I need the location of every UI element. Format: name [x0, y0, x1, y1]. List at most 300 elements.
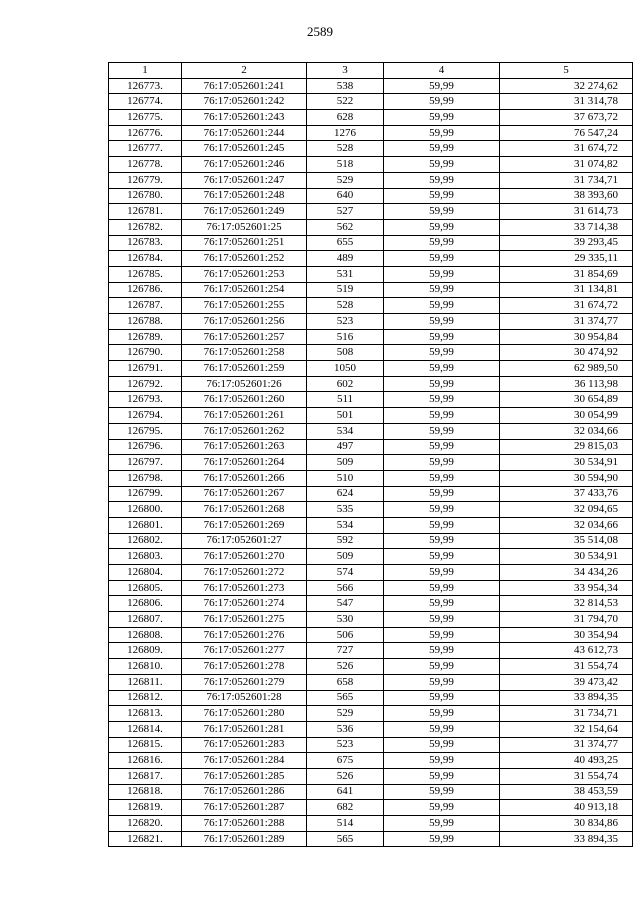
row-index-cell: 126779. — [109, 172, 182, 188]
cadastral-number-cell: 76:17:052601:264 — [182, 455, 307, 471]
row-index-cell: 126786. — [109, 282, 182, 298]
area-cell: 529 — [307, 706, 384, 722]
area-cell: 655 — [307, 235, 384, 251]
table-row — [109, 643, 633, 659]
row-index-cell: 126785. — [109, 266, 182, 282]
cadastral-number-cell: 76:17:052601:241 — [182, 78, 307, 94]
cadastral-number-cell: 76:17:052601:281 — [182, 721, 307, 737]
row-index-cell: 126816. — [109, 753, 182, 769]
row-index-cell: 126792. — [109, 376, 182, 392]
table-row — [109, 423, 633, 439]
rate-cell: 59,99 — [384, 141, 500, 157]
cadastral-number-cell: 76:17:052601:289 — [182, 831, 307, 847]
value-cell: 37 673,72 — [500, 110, 633, 126]
rate-cell: 59,99 — [384, 486, 500, 502]
area-cell: 534 — [307, 423, 384, 439]
area-cell: 529 — [307, 172, 384, 188]
rate-cell: 59,99 — [384, 251, 500, 267]
value-cell: 31 794,70 — [500, 612, 633, 628]
value-cell: 30 354,94 — [500, 627, 633, 643]
cadastral-number-cell: 76:17:052601:253 — [182, 266, 307, 282]
cadastral-number-cell: 76:17:052601:261 — [182, 408, 307, 424]
value-cell: 30 834,86 — [500, 816, 633, 832]
area-cell: 511 — [307, 392, 384, 408]
cadastral-number-cell: 76:17:052601:26 — [182, 376, 307, 392]
area-cell: 624 — [307, 486, 384, 502]
value-cell: 33 714,38 — [500, 219, 633, 235]
row-index-cell: 126788. — [109, 314, 182, 330]
area-cell: 501 — [307, 408, 384, 424]
value-cell: 30 054,99 — [500, 408, 633, 424]
column-number-1: 1 — [109, 63, 182, 79]
value-cell: 30 654,89 — [500, 392, 633, 408]
cadastral-number-cell: 76:17:052601:286 — [182, 784, 307, 800]
rate-cell: 59,99 — [384, 345, 500, 361]
value-cell: 31 554,74 — [500, 768, 633, 784]
cadastral-number-cell: 76:17:052601:244 — [182, 125, 307, 141]
area-cell: 565 — [307, 690, 384, 706]
rate-cell: 59,99 — [384, 627, 500, 643]
table-row — [109, 298, 633, 314]
cadastral-number-cell: 76:17:052601:247 — [182, 172, 307, 188]
table-row — [109, 125, 633, 141]
value-cell: 30 534,91 — [500, 549, 633, 565]
row-index-cell: 126819. — [109, 800, 182, 816]
value-cell: 31 854,69 — [500, 266, 633, 282]
column-number-2: 2 — [182, 63, 307, 79]
rate-cell: 59,99 — [384, 329, 500, 345]
rate-cell: 59,99 — [384, 533, 500, 549]
cadastral-number-cell: 76:17:052601:259 — [182, 361, 307, 377]
area-cell: 602 — [307, 376, 384, 392]
table-row — [109, 517, 633, 533]
value-cell: 40 913,18 — [500, 800, 633, 816]
cadastral-number-cell: 76:17:052601:245 — [182, 141, 307, 157]
rate-cell: 59,99 — [384, 517, 500, 533]
cadastral-number-cell: 76:17:052601:272 — [182, 565, 307, 581]
row-index-cell: 126776. — [109, 125, 182, 141]
cadastral-number-cell: 76:17:052601:25 — [182, 219, 307, 235]
value-cell: 30 534,91 — [500, 455, 633, 471]
value-cell: 33 954,34 — [500, 580, 633, 596]
area-cell: 640 — [307, 188, 384, 204]
area-cell: 658 — [307, 674, 384, 690]
cadastral-number-cell: 76:17:052601:284 — [182, 753, 307, 769]
area-cell: 518 — [307, 157, 384, 173]
row-index-cell: 126789. — [109, 329, 182, 345]
row-index-cell: 126793. — [109, 392, 182, 408]
cadastral-number-cell: 76:17:052601:277 — [182, 643, 307, 659]
cadastral-number-cell: 76:17:052601:270 — [182, 549, 307, 565]
row-index-cell: 126801. — [109, 517, 182, 533]
cadastral-number-cell: 76:17:052601:280 — [182, 706, 307, 722]
table-row — [109, 110, 633, 126]
cadastral-number-cell: 76:17:052601:276 — [182, 627, 307, 643]
table-row — [109, 235, 633, 251]
area-cell: 526 — [307, 768, 384, 784]
area-cell: 519 — [307, 282, 384, 298]
area-cell: 508 — [307, 345, 384, 361]
area-cell: 509 — [307, 549, 384, 565]
rate-cell: 59,99 — [384, 235, 500, 251]
cadastral-number-cell: 76:17:052601:27 — [182, 533, 307, 549]
rate-cell: 59,99 — [384, 408, 500, 424]
cadastral-number-cell: 76:17:052601:263 — [182, 439, 307, 455]
area-cell: 509 — [307, 455, 384, 471]
rate-cell: 59,99 — [384, 643, 500, 659]
value-cell: 37 433,76 — [500, 486, 633, 502]
area-cell: 526 — [307, 659, 384, 675]
table-row — [109, 172, 633, 188]
column-number-5: 5 — [500, 63, 633, 79]
value-cell: 31 674,72 — [500, 141, 633, 157]
cadastral-number-cell: 76:17:052601:269 — [182, 517, 307, 533]
row-index-cell: 126808. — [109, 627, 182, 643]
row-index-cell: 126807. — [109, 612, 182, 628]
value-cell: 31 134,81 — [500, 282, 633, 298]
area-cell: 534 — [307, 517, 384, 533]
table-row — [109, 314, 633, 330]
table-row — [109, 627, 633, 643]
rate-cell: 59,99 — [384, 125, 500, 141]
cadastral-number-cell: 76:17:052601:288 — [182, 816, 307, 832]
rate-cell: 59,99 — [384, 361, 500, 377]
value-cell: 31 734,71 — [500, 706, 633, 722]
row-index-cell: 126817. — [109, 768, 182, 784]
rate-cell: 59,99 — [384, 674, 500, 690]
row-index-cell: 126780. — [109, 188, 182, 204]
value-cell: 34 434,26 — [500, 565, 633, 581]
rate-cell: 59,99 — [384, 549, 500, 565]
cadastral-number-cell: 76:17:052601:260 — [182, 392, 307, 408]
value-cell: 30 474,92 — [500, 345, 633, 361]
row-index-cell: 126794. — [109, 408, 182, 424]
page-number: 2589 — [307, 24, 333, 39]
row-index-cell: 126795. — [109, 423, 182, 439]
rate-cell: 59,99 — [384, 706, 500, 722]
table-row — [109, 361, 633, 377]
rate-cell: 59,99 — [384, 690, 500, 706]
rate-cell: 59,99 — [384, 157, 500, 173]
area-cell: 536 — [307, 721, 384, 737]
column-number-4: 4 — [384, 63, 500, 79]
table-row — [109, 816, 633, 832]
table-row — [109, 282, 633, 298]
column-number-3: 3 — [307, 63, 384, 79]
table-row — [109, 157, 633, 173]
area-cell: 535 — [307, 502, 384, 518]
row-index-cell: 126821. — [109, 831, 182, 847]
rate-cell: 59,99 — [384, 721, 500, 737]
value-cell: 32 274,62 — [500, 78, 633, 94]
area-cell: 528 — [307, 298, 384, 314]
table-row — [109, 188, 633, 204]
cadastral-number-cell: 76:17:052601:248 — [182, 188, 307, 204]
row-index-cell: 126784. — [109, 251, 182, 267]
table-row — [109, 486, 633, 502]
value-cell: 31 074,82 — [500, 157, 633, 173]
area-cell: 523 — [307, 737, 384, 753]
rate-cell: 59,99 — [384, 659, 500, 675]
row-index-cell: 126809. — [109, 643, 182, 659]
area-cell: 527 — [307, 204, 384, 220]
value-cell: 40 493,25 — [500, 753, 633, 769]
value-cell: 31 374,77 — [500, 314, 633, 330]
row-index-cell: 126815. — [109, 737, 182, 753]
cadastral-number-cell: 76:17:052601:266 — [182, 470, 307, 486]
cadastral-number-cell: 76:17:052601:278 — [182, 659, 307, 675]
value-cell: 38 393,60 — [500, 188, 633, 204]
rate-cell: 59,99 — [384, 580, 500, 596]
cadastral-number-cell: 76:17:052601:287 — [182, 800, 307, 816]
cadastral-number-cell: 76:17:052601:285 — [182, 768, 307, 784]
value-cell: 31 674,72 — [500, 298, 633, 314]
table-row — [109, 94, 633, 110]
area-cell: 566 — [307, 580, 384, 596]
row-index-cell: 126802. — [109, 533, 182, 549]
rate-cell: 59,99 — [384, 298, 500, 314]
cadastral-number-cell: 76:17:052601:258 — [182, 345, 307, 361]
table-row — [109, 737, 633, 753]
table-row — [109, 690, 633, 706]
area-cell: 497 — [307, 439, 384, 455]
value-cell: 30 954,84 — [500, 329, 633, 345]
value-cell: 32 094,65 — [500, 502, 633, 518]
row-index-cell: 126803. — [109, 549, 182, 565]
rate-cell: 59,99 — [384, 737, 500, 753]
cadastral-number-cell: 76:17:052601:274 — [182, 596, 307, 612]
table-row — [109, 549, 633, 565]
table-row — [109, 470, 633, 486]
row-index-cell: 126818. — [109, 784, 182, 800]
row-index-cell: 126791. — [109, 361, 182, 377]
table-row — [109, 659, 633, 675]
row-index-cell: 126810. — [109, 659, 182, 675]
value-cell: 32 814,53 — [500, 596, 633, 612]
row-index-cell: 126797. — [109, 455, 182, 471]
table-row — [109, 706, 633, 722]
table-row — [109, 376, 633, 392]
table-row — [109, 580, 633, 596]
table-row — [109, 721, 633, 737]
value-cell: 31 554,74 — [500, 659, 633, 675]
table-row — [109, 831, 633, 847]
rate-cell: 59,99 — [384, 423, 500, 439]
area-cell: 530 — [307, 612, 384, 628]
cadastral-number-cell: 76:17:052601:243 — [182, 110, 307, 126]
table-row — [109, 533, 633, 549]
table-row — [109, 784, 633, 800]
table-row — [109, 768, 633, 784]
cadastral-number-cell: 76:17:052601:262 — [182, 423, 307, 439]
value-cell: 38 453,59 — [500, 784, 633, 800]
cadastral-number-cell: 76:17:052601:251 — [182, 235, 307, 251]
table-row — [109, 408, 633, 424]
rate-cell: 59,99 — [384, 455, 500, 471]
row-index-cell: 126820. — [109, 816, 182, 832]
row-index-cell: 126774. — [109, 94, 182, 110]
row-index-cell: 126811. — [109, 674, 182, 690]
rate-cell: 59,99 — [384, 204, 500, 220]
value-cell: 33 894,35 — [500, 690, 633, 706]
rate-cell: 59,99 — [384, 266, 500, 282]
cadastral-number-cell: 76:17:052601:255 — [182, 298, 307, 314]
area-cell: 682 — [307, 800, 384, 816]
row-index-cell: 126778. — [109, 157, 182, 173]
area-cell: 727 — [307, 643, 384, 659]
rate-cell: 59,99 — [384, 800, 500, 816]
value-cell: 31 614,73 — [500, 204, 633, 220]
rate-cell: 59,99 — [384, 784, 500, 800]
table-row — [109, 612, 633, 628]
value-cell: 32 154,64 — [500, 721, 633, 737]
cadastral-number-cell: 76:17:052601:28 — [182, 690, 307, 706]
cadastral-number-cell: 76:17:052601:252 — [182, 251, 307, 267]
rate-cell: 59,99 — [384, 753, 500, 769]
table-row — [109, 204, 633, 220]
table-row — [109, 219, 633, 235]
row-index-cell: 126790. — [109, 345, 182, 361]
area-cell: 675 — [307, 753, 384, 769]
table-row — [109, 141, 633, 157]
cadastral-number-cell: 76:17:052601:256 — [182, 314, 307, 330]
row-index-cell: 126782. — [109, 219, 182, 235]
area-cell: 628 — [307, 110, 384, 126]
table-row — [109, 753, 633, 769]
cadastral-number-cell: 76:17:052601:275 — [182, 612, 307, 628]
area-cell: 565 — [307, 831, 384, 847]
value-cell: 32 034,66 — [500, 517, 633, 533]
row-index-cell: 126805. — [109, 580, 182, 596]
cadastral-number-cell: 76:17:052601:249 — [182, 204, 307, 220]
row-index-cell: 126775. — [109, 110, 182, 126]
area-cell: 531 — [307, 266, 384, 282]
table-row — [109, 439, 633, 455]
rate-cell: 59,99 — [384, 831, 500, 847]
value-cell: 31 734,71 — [500, 172, 633, 188]
rate-cell: 59,99 — [384, 439, 500, 455]
table-row — [109, 251, 633, 267]
registry-table — [108, 62, 633, 847]
row-index-cell: 126787. — [109, 298, 182, 314]
table-row — [109, 565, 633, 581]
row-index-cell: 126781. — [109, 204, 182, 220]
rate-cell: 59,99 — [384, 188, 500, 204]
cadastral-number-cell: 76:17:052601:283 — [182, 737, 307, 753]
area-cell: 538 — [307, 78, 384, 94]
row-index-cell: 126804. — [109, 565, 182, 581]
rate-cell: 59,99 — [384, 282, 500, 298]
value-cell: 43 612,73 — [500, 643, 633, 659]
row-index-cell: 126813. — [109, 706, 182, 722]
rate-cell: 59,99 — [384, 78, 500, 94]
value-cell: 29 815,03 — [500, 439, 633, 455]
rate-cell: 59,99 — [384, 612, 500, 628]
row-index-cell: 126777. — [109, 141, 182, 157]
area-cell: 528 — [307, 141, 384, 157]
value-cell: 76 547,24 — [500, 125, 633, 141]
value-cell: 31 314,78 — [500, 94, 633, 110]
area-cell: 1276 — [307, 125, 384, 141]
column-number-row — [109, 63, 633, 79]
table-row — [109, 78, 633, 94]
rate-cell: 59,99 — [384, 110, 500, 126]
value-cell: 32 034,66 — [500, 423, 633, 439]
rate-cell: 59,99 — [384, 376, 500, 392]
row-index-cell: 126796. — [109, 439, 182, 455]
cadastral-number-cell: 76:17:052601:254 — [182, 282, 307, 298]
area-cell: 522 — [307, 94, 384, 110]
row-index-cell: 126800. — [109, 502, 182, 518]
area-cell: 506 — [307, 627, 384, 643]
table-row — [109, 329, 633, 345]
cadastral-number-cell: 76:17:052601:279 — [182, 674, 307, 690]
area-cell: 641 — [307, 784, 384, 800]
table-row — [109, 266, 633, 282]
area-cell: 592 — [307, 533, 384, 549]
area-cell: 562 — [307, 219, 384, 235]
row-index-cell: 126798. — [109, 470, 182, 486]
rate-cell: 59,99 — [384, 314, 500, 330]
value-cell: 31 374,77 — [500, 737, 633, 753]
cadastral-number-cell: 76:17:052601:267 — [182, 486, 307, 502]
table-row — [109, 502, 633, 518]
row-index-cell: 126783. — [109, 235, 182, 251]
cadastral-number-cell: 76:17:052601:273 — [182, 580, 307, 596]
rate-cell: 59,99 — [384, 596, 500, 612]
rate-cell: 59,99 — [384, 470, 500, 486]
value-cell: 62 989,50 — [500, 361, 633, 377]
cadastral-number-cell: 76:17:052601:246 — [182, 157, 307, 173]
area-cell: 489 — [307, 251, 384, 267]
table-row — [109, 345, 633, 361]
area-cell: 1050 — [307, 361, 384, 377]
rate-cell: 59,99 — [384, 392, 500, 408]
cadastral-number-cell: 76:17:052601:268 — [182, 502, 307, 518]
area-cell: 523 — [307, 314, 384, 330]
area-cell: 510 — [307, 470, 384, 486]
value-cell: 35 514,08 — [500, 533, 633, 549]
value-cell: 30 594,90 — [500, 470, 633, 486]
value-cell: 29 335,11 — [500, 251, 633, 267]
row-index-cell: 126799. — [109, 486, 182, 502]
rate-cell: 59,99 — [384, 94, 500, 110]
table-row — [109, 392, 633, 408]
area-cell: 547 — [307, 596, 384, 612]
table-row — [109, 596, 633, 612]
row-index-cell: 126773. — [109, 78, 182, 94]
rate-cell: 59,99 — [384, 816, 500, 832]
rate-cell: 59,99 — [384, 219, 500, 235]
table-row — [109, 455, 633, 471]
cadastral-number-cell: 76:17:052601:257 — [182, 329, 307, 345]
value-cell: 39 473,42 — [500, 674, 633, 690]
rate-cell: 59,99 — [384, 502, 500, 518]
row-index-cell: 126814. — [109, 721, 182, 737]
table-row — [109, 674, 633, 690]
area-cell: 516 — [307, 329, 384, 345]
value-cell: 33 894,35 — [500, 831, 633, 847]
area-cell: 574 — [307, 565, 384, 581]
value-cell: 39 293,45 — [500, 235, 633, 251]
row-index-cell: 126812. — [109, 690, 182, 706]
row-index-cell: 126806. — [109, 596, 182, 612]
rate-cell: 59,99 — [384, 565, 500, 581]
table-body — [109, 78, 633, 847]
value-cell: 36 113,98 — [500, 376, 633, 392]
rate-cell: 59,99 — [384, 172, 500, 188]
table-row — [109, 800, 633, 816]
